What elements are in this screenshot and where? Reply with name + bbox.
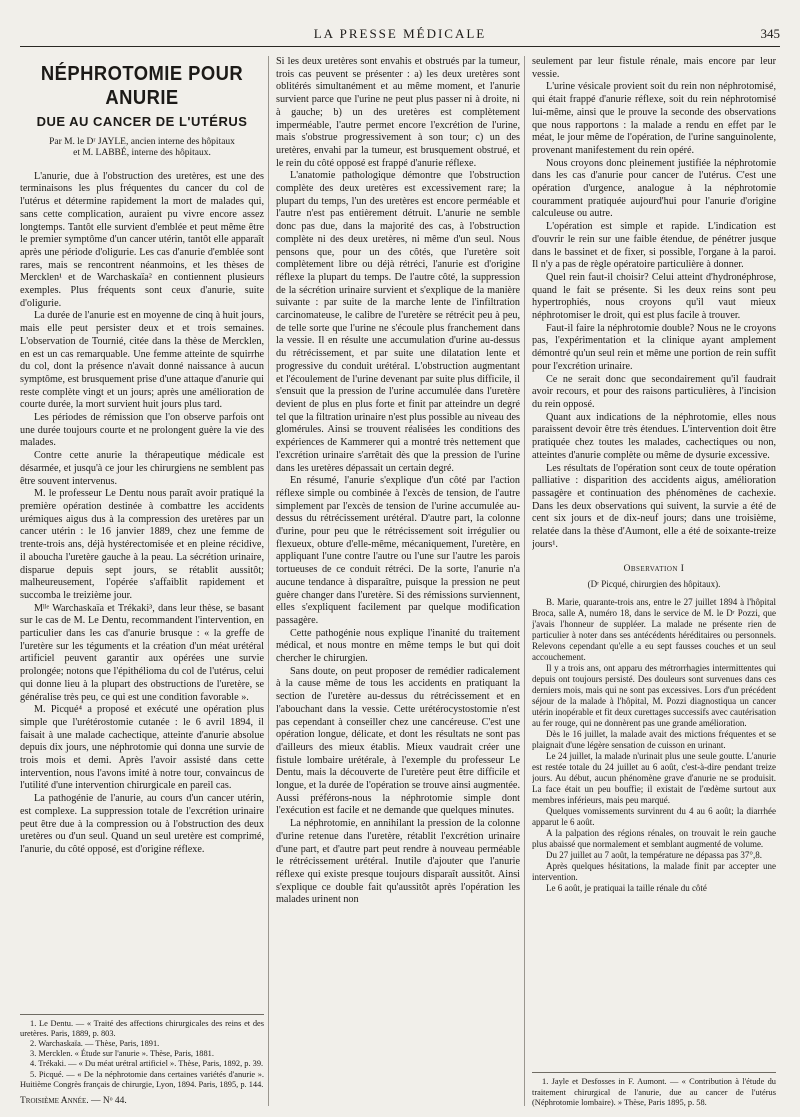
paragraph: Mˡˡᵉ Warchaskaïa et Trékaki³, dans leur thèse, se basant sur le cas de M. Le Dentu, recommandent l'intervention, en particulier dans les cas d'anurie brusque : « la greffe de l'uretère sur les téguments et la création d'un méat urétéral artificiel peuvent garantir aux opérées une survie prolongée; notons que l'épithélioma du col de l'utérus, celui qui donne lieu à la plupart des obstructions de l'uretère, se généralise très peu, ce qui est une condition favorable ». — [20, 602, 264, 703]
column-divider — [524, 56, 525, 1106]
paragraph: Nous croyons donc pleinement justifiée la néphrotomie dans les cas d'anurie pour cancer de l'utérus. C'est une opération d'urgence, analogue à la néphrotomie couramment pratiquée aujourd'hui pour l'anurie d'origine calculeuse ou autre. — [532, 157, 776, 220]
paragraph: M. le professeur Le Dentu nous paraît avoir pratiqué la première opération destinée à combattre les accidents urémiques aigus dus à la compression des uretères par un cancer utérin : le 16 janvier 1889, chez une femme de trente-trois ans, déjà hystérectomisée et en pleine récidive, il aboucha l'uretère gauche à la peau. La sécrétion urinaire, disparue depuis sept jours, se rétablit aussitôt; malheureusement, l'opérée s'affaiblit rapidement et succomba le treizième jour. — [20, 488, 264, 601]
observation-heading: Observation I — [623, 564, 685, 575]
footnote: 4. Trékaki. — « Du méat urétral artificiel ». Thèse, Paris, 1892, p. 39. — [30, 1059, 264, 1069]
byline-authors-2: et M. LABBÉ, interne des hôpitaux. — [73, 147, 211, 158]
page-header — [20, 24, 780, 47]
observation-text — [532, 597, 776, 894]
paragraph: Du 27 juillet au 7 août, la température ne dépassa pas 37°,8. — [546, 849, 763, 860]
column-divider — [268, 56, 269, 1106]
paragraph: Le 6 août, je pratiquai la taille rénale du côté — [546, 882, 707, 893]
paragraph: L'anurie, due à l'obstruction des uretères, est une des terminaisons les plus fréquentes du cancer du col de l'utérus et détermine rapidement la mort de malades qui, sans cette complication, auraient pu vivre encore assez longtemps. Tantôt elle survient d'emblée et peut même être le premier symptôme d'un cancer utérin, tantôt elle apparaît après une période d'oligurie. Les cas d'anurie d'emblée sont rares, mais se rencontrent néanmoins, et les thèses de Mercklen¹ et de Warchaskaïa² en contiennent plusieurs exemples. Plus fréquents sont ceux d'anurie, suite d'oligurie. — [20, 170, 264, 309]
paragraph: M. Picqué⁴ a proposé et exécuté une opération plus simple que l'urétérostomie cutanée : le 6 avril 1894, il faisait à une malade cachectique, atteinte d'anurie absolue depuis dix jours, une néphrotomie qui donna une survie de trois mois et demi. Après l'avoir assisté dans cette intervention, nous l'avons imité à notre tour, convaincus de l'utilité d'une intervention chirurgicale en pareil cas. — [20, 704, 264, 792]
paragraph: Cette pathogénie nous explique l'inanité du traitement médical, et nous montre en même temps le but qui doit chercher le chirurgien. — [276, 627, 520, 665]
paragraph: A la palpation des régions rénales, on trouvait le rein gauche plus abaissé que normalement et semblant augmenté de volume. — [532, 827, 776, 849]
article-title: NÉPHROTOMIE POUR ANURIE — [40, 63, 244, 109]
observation-subheading: (Dʳ Picqué, chirurgien des hôpitaux). — [587, 579, 721, 590]
paragraph: La durée de l'anurie est en moyenne de cinq à huit jours, mais elle peut persister deux et et trois semaines. L'observation de Tournié, citée dans la thèse de Mercklen, en est un cas remarquable. Une femme atteinte de squirrhe du col, dont la présence n'avait donné naissance à aucun symptôme, est brusquement prise d'une attaque d'anurie qui reste complète vingt et un jours; après une amélioration de courte durée, la mort survient huit jours plus tard. — [20, 310, 264, 411]
paragraph: Contre cette anurie la thérapeutique médicale est désarmée, et jusqu'à ce jour les chirurgiens ne semblent pas être souvent intervenus. — [20, 450, 264, 487]
footnote: 1. Jayle et Desfosses in F. Aumont. — « Contribution à l'étude du traitement chirurgical de l'anurie, due au cancer de l'utérus (Néphrotomie lombaire). » Thèse, Paris 1895, p. 58. — [532, 1077, 776, 1107]
paragraph: Ce ne serait donc que secondairement qu'il faudrait avoir recours, et pour des raisons particulières, à l'incision du rein opposé. — [532, 373, 776, 410]
paragraph: Le 24 juillet, la malade n'urinait plus une seule goutte. L'anurie est restée totale du 24 juillet au 6 août, c'est-à-dire pendant treize jours. Au début, aucun phénomène grave d'anurie ne se produisit. La face était un peu bouffie; il existait de l'œdème surtout aux membres inférieurs, mais peu marqué. — [532, 750, 776, 805]
page-number: 345 — [760, 26, 780, 41]
footnote: 2. Warchaskaïa. — Thèse, Paris, 1891. — [30, 1038, 160, 1048]
footnote: 1. Le Dentu. — « Traité des affections chirurgicales des reins et des uretères. Paris, 1889, p. 803. — [20, 1018, 264, 1038]
byline-authors: Par M. le Dʳ JAYLE, ancien interne des hôpitaux — [49, 136, 235, 147]
paragraph: Quel rein faut-il choisir? Celui atteint d'hydronéphrose, quand le fait se présente. Si les deux reins sont peu hypertrophiés, nous croyons qu'il vaut mieux néphrotomiser le droit, qui est plus facile à trouver. — [532, 271, 776, 322]
journal-title: LA PRESSE MÉDICALE — [313, 26, 487, 41]
paragraph: Quant aux indications de la néphrotomie, elles nous paraissent devoir être très étendues. L'intervention doit être pratiquée chez toutes les malades, cachectiques ou non, atteintes d'anurie complète ou même de dysurie excessive. — [532, 411, 776, 461]
paragraph: Les périodes de rémission que l'on observe parfois ont une durée toujours courte et ne prolongent guère la vie des malades. — [20, 412, 264, 449]
paragraph: B. Marie, quarante-trois ans, entre le 27 juillet 1894 à l'hôpital Broca, salle A, numéro 18, dans le service de M. le Dʳ Pozzi, que j'avais l'honneur de suppléer. La malade ne présente rien de particulier à noter dans ses antécédents héréditaires ou personnels. Relevons cependant qu'elle a eu sept fausses couches et un seul accouchement. — [532, 596, 776, 662]
paragraph: Faut-il faire la néphrotomie double? Nous ne le croyons pas, l'expérimentation et la clinique ayant amplement démontré qu'un seul rein et même une portion de rein suffit pour l'excrétion urinaire. — [532, 322, 776, 372]
paragraph: Après quelques hésitations, la malade finit par accepter une intervention. — [532, 860, 776, 882]
paragraph: L'anatomie pathologique démontre que l'obstruction complète des deux uretères est excessivement rare; la plupart du temps, l'un des uretères est encore perméable et l'autre n'est pas entièrement détruit. L'anurie ne semble donc pas due, dans la majorité des cas, à l'obstruction complète ni des deux uretères, ni même d'un seul. Nous pensons que, pour un des côtés, que l'uretère soit complètement libre ou déjà rétréci, l'anurie est d'origine réflexe la plupart du temps. De l'autre côté, la suppression de la sécrétion urinaire survient et s'explique de la manière suivante : par suite de la marche lente de l'infiltration carcinomateuse, le calibre de l'uretère se rétrécit peu à peu, de telle sorte que l'urine ne s'écoule plus franchement dans la vessie. Il en résulte une accumulation d'urine au-dessus du rétrécissement, et par suite une dilatation lente et progressive du conduit urétéral. L'obstruction augmentant et l'écoulement de l'urine devenant par suite plus difficile, il s'ensuit que la pression de l'urine accumulée dans l'uretère devient de plus en plus forte et finit par atteindre un degré tel que la filtration urinaire n'est plus possible au niveau des glomérules. Ainsi se trouvent réalisées les conditions des expériences de Kammerer qui a montré très nettement que l'excrétion urinaire s'arrêtait dès que la pression de l'urine dans les uretères dépassait un certain degré. — [276, 170, 520, 474]
issue-line: Troisième Année. — Nᵒ 44. — [20, 1096, 127, 1107]
paragraph: Il y a trois ans, ont apparu des métrorrhagies intermittentes qui depuis ont toujours persisté. Des douleurs sont survenues dans ces derniers mois, mais qui ne sont pas excessives. Lors d'un précédent séjour de la malade à l'hôpital, M. Pozzi diagnostiqua un cancer utérin inopérable et fit deux curettages successifs avec cautérisation au fer rouge, qui ne donnèrent pas une grande amélioration. — [532, 662, 776, 728]
paragraph: L'opération est simple et rapide. L'indication est d'ouvrir le rein sur une faible étendue, de pénétrer jusque dans le bassinet et de fixer, si possible, l'organe à la paroi. Il n'y a pas de règle opératoire particulière à donner. — [532, 221, 776, 271]
column-3 — [532, 56, 776, 1108]
paragraph: La pathogénie de l'anurie, au cours d'un cancer utérin, est complexe. La suppression totale de l'excrétion urinaire peut être due à la compression ou à l'obstruction des deux uretères ou d'un seul. Quand un seul uretère est comprimé, l'anurie, du côté opposé, est d'origine réflexe. — [20, 793, 264, 855]
paragraph: Quelques vomissements survinrent du 4 au 6 août; la diarrhée apparut le 6 août. — [532, 805, 776, 827]
paragraph: Dès le 16 juillet, la malade avait des mictions fréquentes et se plaignait d'une légère sensation de cuisson en urinant. — [532, 728, 776, 750]
column-1 — [20, 56, 264, 1108]
article-subtitle: DUE AU CANCER DE L'UTÉRUS — [36, 114, 248, 129]
footnote: 5. Picqué. — « De la néphrotomie dans certaines variétés d'anurie ». Huitième Congrès français de chirurgie, Lyon, 1894. Paris, 1895, p. 144. — [20, 1069, 264, 1089]
paragraph: seulement par leur fistule rénale, mais encore par leur vessie. — [532, 56, 776, 80]
paragraph: L'urine vésicale provient soit du rein non néphrotomisé, qui était frappé d'anurie réflexe, soit du rein néphrotomisé lui-même, ainsi que le prouve la seconde des observations que nous rapportons : la malade a rendu en effet par le méat, le jour même de l'opération, de l'urine sanguinolente, provenant manifestement du rein opéré. — [532, 81, 776, 156]
paragraph: Les résultats de l'opération sont ceux de toute opération palliative : disparition des accidents aigus, amélioration passagère et continuation des phénomènes de cachexie. Dans les deux observations qui suivent, la survie a été de cent six jours et de dix-neuf jours; dans une troisième, relatée dans la thèse d'Aumont, elle a été de soixante-treize jours¹. — [532, 462, 776, 550]
footnotes — [532, 1072, 776, 1108]
column-2 — [276, 56, 520, 1108]
paragraph: La néphrotomie, en annihilant la pression de la colonne d'urine retenue dans l'uretère, rétablit l'excrétion urinaire d'une part, et d'autre part peut rendre à nouveau perméable le rétrécissement urétéral. Inutile d'ajouter que l'anurie réflexe qui existe presque toujours disparaît aussitôt. Ainsi s'explique ce double fait qu'aussitôt après l'opération les malades urinent non — [276, 818, 520, 906]
paragraph: Sans doute, on peut proposer de remédier radicalement à la cause même de tous les accidents en pratiquant la section de l'uretère au-dessus du rétrécissement et en l'abouchant dans la vessie. Cette urétérocystostomie n'est pas cependant à conseiller chez une cancéreuse. C'est une opération longue, délicate, et dont les résultats ne sont pas d'ailleurs des mieux établis. Mieux vaudrait créer une fistule lombaire urétérale, à l'exemple du professeur Le Dentu, mais la découverte de l'uretère peut être difficile et longue, et la durée de l'opération se trouve ainsi augmentée. Aussi préférons-nous la néphrotomie simple dont l'exécution est facile et ne demande que quelques minutes. — [276, 665, 520, 817]
footnotes — [20, 1014, 264, 1090]
byline — [20, 137, 264, 159]
footnote: 3. Mercklen. « Étude sur l'anurie ». Thèse, Paris, 1881. — [30, 1049, 214, 1059]
paragraph: En résumé, l'anurie s'explique d'un côté par l'action réflexe simple ou combinée à l'excès de tension, de l'autre simplement par l'excès de tension de l'urine accumulée au-dessus du rétrécissement urétéral. D'autre part, la colonne d'urine, pour peu que le rétrécissement soit irrégulier ou flexueux, obture d'elle-même, mécaniquement, l'uretère, en appliquant l'une contre l'autre ou l'une sur l'autre les parois tortueuses de ce conduit rétréci. De la sorte, l'anurie n'a aucune tendance à disparaître, puisque la pression ne peut guère changer dans l'uretère. Si des rémissions surviennent, elles s'expliquent facilement par quelque modification passagère. — [276, 475, 520, 626]
paragraph: Si les deux uretères sont envahis et obstrués par la tumeur, trois cas peuvent se présenter : a) les deux uretères sont oblitérés simultanément et au même moment, et l'anurie survient parce que l'urine ne peut plus passer ni à droite, ni à gauche; b) un des uretères est complètement imperméable, l'autre permet encore l'excrétion de l'urine, mais s'obstrue progressivement à son tour; c) un des uretères, envahi par la tumeur, est brusquement obstrué, et le rein du côté opposé est frappé d'anurie réflexe. — [276, 56, 520, 169]
